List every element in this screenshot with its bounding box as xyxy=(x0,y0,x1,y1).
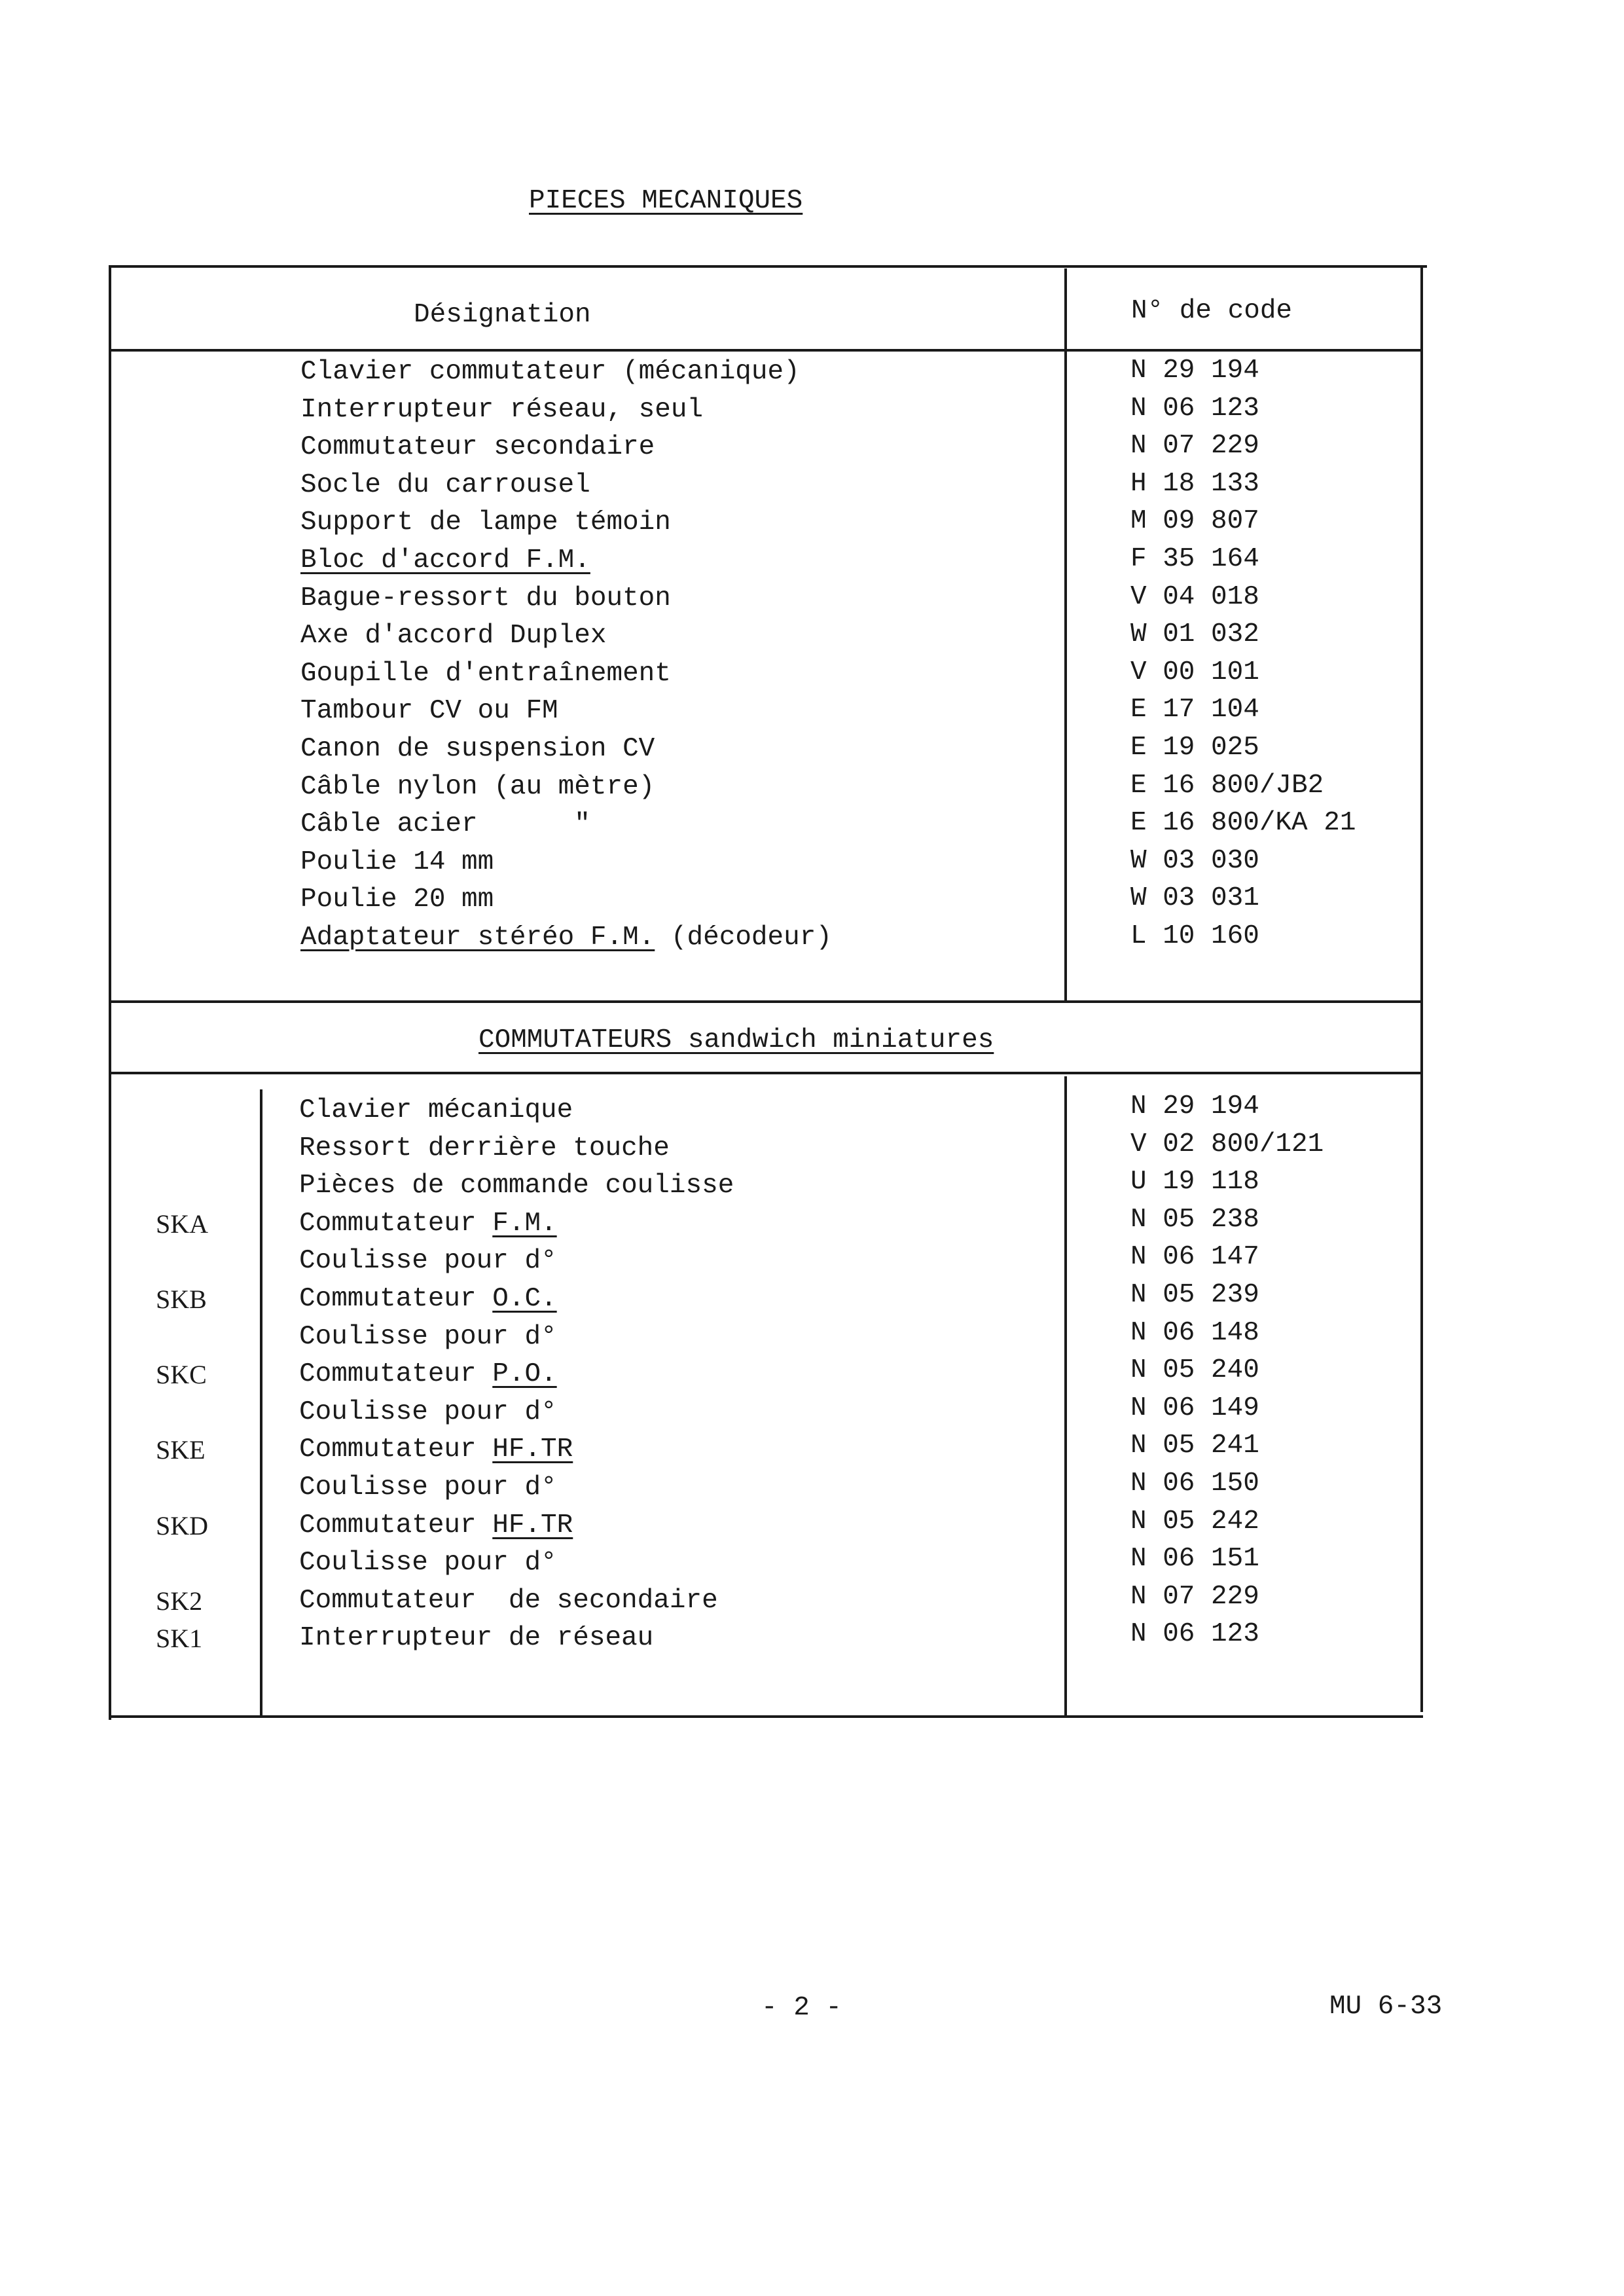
part-code: N 07 229 xyxy=(1130,431,1259,462)
section1-designations xyxy=(300,354,832,957)
table-row xyxy=(299,1167,734,1205)
part-code: W 03 031 xyxy=(1130,883,1259,914)
header-divider xyxy=(110,349,1423,352)
switch-ref: SKB xyxy=(156,1284,207,1314)
switch-ref xyxy=(156,1130,208,1168)
switch-ref xyxy=(156,1469,208,1507)
designation-text: P.O. xyxy=(492,1359,557,1390)
designation-text: Câble acier " xyxy=(300,809,590,840)
designation-text: Commutateur secondaire xyxy=(300,432,655,463)
part-code: E 19 025 xyxy=(1130,732,1259,763)
designation-text: Ressort derrière touche xyxy=(299,1133,670,1163)
section2-refs xyxy=(156,1092,208,1658)
designation-text: Câble nylon (au mètre) xyxy=(300,771,655,802)
table-row xyxy=(299,1319,734,1357)
designation-text: Support de lampe témoin xyxy=(300,507,671,538)
designation-text: HF.TR xyxy=(492,1434,573,1465)
table-row xyxy=(300,392,832,429)
part-code: N 05 239 xyxy=(1130,1279,1259,1310)
part-code: W 03 030 xyxy=(1130,845,1259,876)
designation-text: Axe d'accord Duplex xyxy=(300,621,607,651)
column-divider xyxy=(1064,268,1067,1003)
part-code: M 09 807 xyxy=(1130,506,1259,537)
switch-ref xyxy=(156,1243,208,1281)
switch-ref: SKC xyxy=(156,1360,207,1390)
designation-text: Clavier mécanique xyxy=(299,1095,573,1125)
designation-text: Coulisse pour d° xyxy=(299,1548,557,1578)
table-row xyxy=(299,1281,734,1319)
table-row xyxy=(299,1620,734,1658)
switch-ref xyxy=(156,1319,208,1357)
designation-text: Commutateur de secondaire xyxy=(299,1585,718,1616)
table-row xyxy=(300,844,832,882)
designation-text: Interrupteur de réseau xyxy=(299,1623,654,1654)
part-code: N 05 242 xyxy=(1130,1506,1259,1537)
table-row xyxy=(299,1394,734,1432)
part-code: L 10 160 xyxy=(1130,920,1259,951)
designation-text: F.M. xyxy=(492,1208,557,1239)
part-code: N 05 241 xyxy=(1130,1430,1259,1461)
part-code: N 29 194 xyxy=(1130,1091,1259,1121)
table-row xyxy=(300,504,832,542)
section-divider-top xyxy=(110,1000,1423,1003)
table-row xyxy=(299,1130,734,1168)
switch-ref: SK1 xyxy=(156,1624,203,1654)
designation-text: Coulisse pour d° xyxy=(299,1321,557,1352)
table-row xyxy=(300,769,832,807)
table-row xyxy=(299,1507,734,1545)
section-divider-bottom xyxy=(110,1072,1423,1074)
part-code: N 29 194 xyxy=(1130,355,1259,386)
designation-text: Commutateur xyxy=(299,1510,493,1540)
table-right-border xyxy=(1420,265,1423,1712)
designation-text: O.C. xyxy=(492,1283,557,1314)
table-row xyxy=(300,806,832,844)
designation-text: Tambour CV ou FM xyxy=(300,696,558,727)
table-row xyxy=(300,881,832,919)
designation-text: Coulisse pour d° xyxy=(299,1396,557,1427)
part-code: V 02 800/121 xyxy=(1130,1129,1324,1159)
table-row xyxy=(299,1431,734,1469)
designation-text: Coulisse pour d° xyxy=(299,1472,557,1503)
table-row xyxy=(299,1582,734,1620)
part-code: N 06 148 xyxy=(1130,1317,1259,1348)
switch-ref xyxy=(156,1167,208,1205)
designation-text: Bloc d'accord F.M. xyxy=(300,545,590,575)
part-code: N 06 147 xyxy=(1130,1242,1259,1273)
part-code: H 18 133 xyxy=(1130,468,1259,499)
header-designation: Désignation xyxy=(414,300,591,330)
part-code: F 35 164 xyxy=(1130,543,1259,574)
section1-codes xyxy=(1130,352,1356,956)
part-code: N 05 238 xyxy=(1130,1204,1259,1235)
designation-text: Commutateur xyxy=(299,1283,493,1314)
designation-text: Poulie 20 mm xyxy=(300,884,494,915)
designation-text: Coulisse pour d° xyxy=(299,1246,557,1277)
section2-title: COMMUTATEURS sandwich miniatures xyxy=(478,1025,994,1055)
header-code: N° de code xyxy=(1131,296,1293,326)
document-reference: MU 6-33 xyxy=(1329,1992,1443,2022)
switch-ref: SKA xyxy=(156,1209,209,1239)
table-row xyxy=(299,1092,734,1130)
part-code: N 06 149 xyxy=(1130,1393,1259,1423)
switch-ref: SKE xyxy=(156,1435,206,1465)
switch-ref xyxy=(156,1092,208,1130)
table-row xyxy=(299,1544,734,1582)
section2-designations xyxy=(299,1092,734,1658)
designation-text: Commutateur xyxy=(299,1359,493,1390)
designation-text: Canon de suspension CV xyxy=(300,733,655,764)
page-number: - 2 - xyxy=(761,1993,842,2023)
designation-text: Adaptateur stéréo F.M. xyxy=(300,922,655,953)
table-row xyxy=(300,467,832,505)
part-code: E 16 800/JB2 xyxy=(1130,770,1324,801)
table-row xyxy=(299,1205,734,1243)
designation-text: Commutateur xyxy=(299,1434,493,1465)
designation-text: Pièces de commande coulisse xyxy=(299,1171,734,1201)
switch-ref: SKD xyxy=(156,1510,209,1540)
table-row xyxy=(300,731,832,769)
part-code: V 00 101 xyxy=(1130,657,1259,687)
table-row xyxy=(300,617,832,655)
designation-text: Clavier commutateur (mécanique) xyxy=(300,357,800,387)
table-row xyxy=(300,354,832,392)
part-code: N 06 150 xyxy=(1130,1468,1259,1499)
table-row xyxy=(300,693,832,731)
table-row xyxy=(300,542,832,580)
table-top-border xyxy=(110,265,1427,268)
table-row xyxy=(300,655,832,693)
table-row xyxy=(299,1469,734,1507)
part-code: N 06 123 xyxy=(1130,393,1259,424)
designation-text: Commutateur xyxy=(299,1208,493,1239)
designation-text: (décodeur) xyxy=(655,922,832,953)
part-code: U 19 118 xyxy=(1130,1167,1259,1197)
switch-ref xyxy=(156,1394,208,1432)
table-row xyxy=(299,1243,734,1281)
page-title: PIECES MECANIQUES xyxy=(529,186,803,216)
designation-text: Goupille d'entraînement xyxy=(300,658,671,689)
part-code: N 06 151 xyxy=(1130,1544,1259,1575)
designation-text: Poulie 14 mm xyxy=(300,847,494,877)
table-row xyxy=(300,580,832,618)
designation-text: Bague-ressort du bouton xyxy=(300,583,671,613)
part-code: W 01 032 xyxy=(1130,619,1259,650)
part-code: V 04 018 xyxy=(1130,581,1259,612)
column-divider-2 xyxy=(1064,1076,1067,1715)
table-row xyxy=(300,429,832,467)
part-code: N 06 123 xyxy=(1130,1619,1259,1650)
designation-text: Socle du carrousel xyxy=(300,469,590,500)
part-code: N 05 240 xyxy=(1130,1355,1259,1386)
part-code: E 16 800/KA 21 xyxy=(1130,808,1356,839)
switch-ref xyxy=(156,1544,208,1582)
table-bottom-border xyxy=(110,1715,1423,1718)
designation-text: HF.TR xyxy=(492,1510,573,1540)
part-code: E 17 104 xyxy=(1130,695,1259,725)
section2-codes xyxy=(1130,1088,1324,1654)
ref-column-divider xyxy=(260,1089,262,1718)
table-left-border xyxy=(109,265,111,1720)
switch-ref: SK2 xyxy=(156,1586,203,1616)
table-row xyxy=(299,1356,734,1394)
designation-text: Interrupteur réseau, seul xyxy=(300,394,704,425)
part-code: N 07 229 xyxy=(1130,1581,1259,1612)
table-row xyxy=(300,919,832,957)
